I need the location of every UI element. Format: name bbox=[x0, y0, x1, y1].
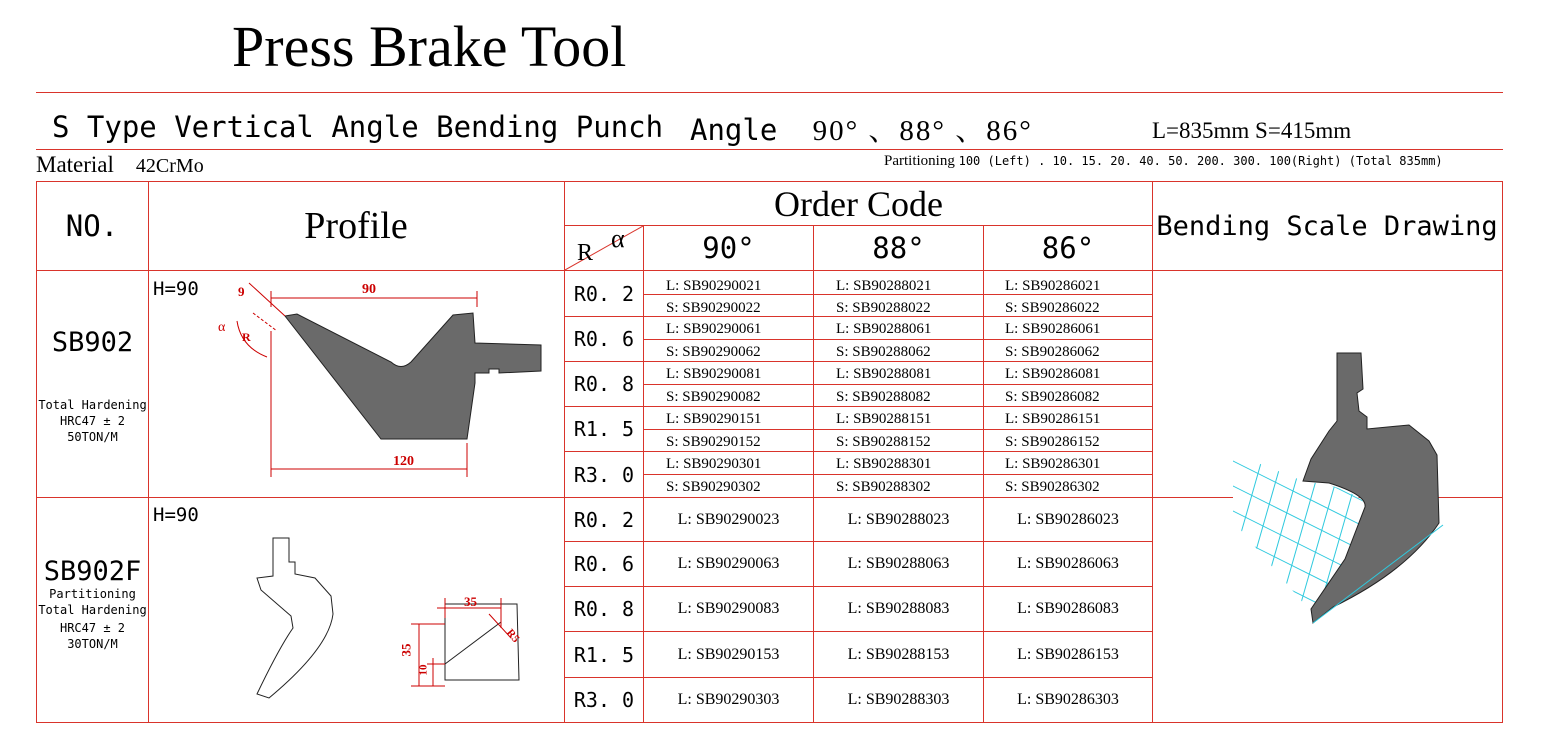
r-value: R0. 6 bbox=[573, 327, 635, 351]
order-code-l: L: SB90290063 bbox=[677, 555, 780, 572]
r-value: R1. 5 bbox=[573, 642, 635, 667]
order-code-l: L: SB90288081 bbox=[836, 366, 932, 382]
page-title: Press Brake Tool bbox=[232, 14, 627, 79]
note-hardening: Total Hardening bbox=[38, 603, 147, 617]
order-code-l: L: SB90290081 bbox=[666, 366, 762, 382]
r-value: R0. 6 bbox=[573, 552, 635, 576]
order-code-l: L: SB90290153 bbox=[677, 645, 780, 663]
order-code-s: S: SB90288082 bbox=[836, 389, 931, 405]
product-no: SB902 bbox=[51, 327, 134, 358]
r-value: R0. 2 bbox=[573, 281, 635, 306]
note-partitioning: Partitioning bbox=[49, 587, 136, 601]
dim-r: R5 bbox=[503, 626, 522, 646]
note-tonnage: 50TON/M bbox=[67, 430, 118, 444]
order-code-l: L: SB90288063 bbox=[847, 555, 950, 572]
order-code-s: S: SB90288062 bbox=[836, 344, 931, 360]
order-code-l: L: SB90288153 bbox=[847, 645, 950, 663]
product-no: SB902F bbox=[43, 556, 142, 587]
partitioning-value: 100 (Left) . 10. 15. 20. 40. 50. 200. 300. 100(Right) (Total 835mm) bbox=[958, 154, 1443, 168]
header-angle-90: 90° bbox=[702, 231, 755, 265]
order-code-s: S: SB90290082 bbox=[666, 389, 761, 405]
order-code-s: S: SB90290062 bbox=[666, 344, 761, 360]
order-code-l: L: SB90290021 bbox=[666, 278, 762, 294]
alpha-label: α bbox=[611, 224, 625, 253]
material-row bbox=[36, 152, 204, 178]
order-code-s: S: SB90286062 bbox=[1005, 344, 1100, 360]
order-code-l: L: SB90290151 bbox=[666, 411, 762, 427]
material-label: Material bbox=[36, 152, 114, 177]
material-value: 42CrMo bbox=[135, 155, 204, 177]
order-code-l: L: SB90286021 bbox=[1005, 278, 1101, 294]
order-code-l: L: SB90288021 bbox=[836, 278, 932, 294]
order-code-s: S: SB90286152 bbox=[1005, 434, 1100, 450]
order-code-l: L: SB90290023 bbox=[677, 510, 780, 528]
order-code-l: L: SB90286023 bbox=[1017, 510, 1119, 528]
profile-drawing-sb902f bbox=[149, 498, 564, 722]
note-hrc: HRC47 ± 2 bbox=[59, 414, 126, 428]
angle-spec bbox=[690, 108, 1033, 149]
header-order-code: Order Code bbox=[774, 184, 943, 224]
dim-side: 9 bbox=[238, 284, 245, 299]
order-code-s: S: SB90286022 bbox=[1005, 300, 1100, 316]
order-code-s: S: SB90290302 bbox=[666, 479, 761, 495]
r-value: R1. 5 bbox=[573, 417, 635, 441]
profile-height-label: H=90 bbox=[153, 504, 199, 526]
header-profile: Profile bbox=[304, 205, 408, 247]
dim-top: 90 bbox=[362, 282, 376, 297]
r-value: R0. 8 bbox=[573, 372, 635, 396]
r-alpha-header bbox=[565, 226, 643, 270]
r-label: R bbox=[577, 240, 594, 266]
order-code-l: L: SB90286081 bbox=[1005, 366, 1101, 382]
order-code-l: L: SB90286301 bbox=[1005, 456, 1101, 472]
profile-height-label: H=90 bbox=[153, 278, 199, 300]
length-spec: L=835mm S=415mm bbox=[1152, 118, 1352, 143]
dim-alpha: α bbox=[218, 320, 226, 335]
r-value: R3. 0 bbox=[573, 688, 635, 712]
product-notes bbox=[37, 586, 148, 652]
dim-small: 10 bbox=[417, 664, 430, 676]
dim-bottom: 120 bbox=[393, 454, 414, 469]
order-code-l: L: SB90290083 bbox=[677, 600, 780, 617]
dim-side: 35 bbox=[398, 643, 414, 657]
note-hrc: HRC47 ± 2 bbox=[59, 621, 126, 635]
order-code-s: S: SB90288152 bbox=[836, 434, 931, 450]
order-code-l: L: SB90286303 bbox=[1017, 691, 1119, 708]
order-code-l: L: SB90290061 bbox=[666, 321, 762, 337]
order-code-l: L: SB90286083 bbox=[1017, 600, 1119, 617]
order-code-l: L: SB90286151 bbox=[1005, 411, 1101, 427]
angle-label: Angle bbox=[690, 113, 778, 147]
bending-scale-drawing bbox=[1153, 271, 1502, 722]
order-code-l: L: SB90288301 bbox=[836, 456, 932, 472]
r-value: R0. 2 bbox=[573, 507, 635, 532]
partitioning-row bbox=[884, 153, 1443, 170]
profile-drawing-sb902 bbox=[149, 271, 564, 497]
order-code-l: L: SB90290303 bbox=[677, 691, 780, 708]
product-notes bbox=[37, 397, 148, 445]
order-code-l: L: SB90288061 bbox=[836, 321, 932, 337]
order-code-l: L: SB90288083 bbox=[847, 600, 950, 617]
order-code-l: L: SB90288303 bbox=[847, 691, 950, 708]
angle-values: 90° 、88° 、86° bbox=[812, 115, 1033, 147]
dim-top: 35 bbox=[464, 594, 477, 609]
note-hardening: Total Hardening bbox=[38, 398, 147, 412]
order-code-l: L: SB90286153 bbox=[1017, 645, 1119, 663]
note-tonnage: 30TON/M bbox=[67, 637, 118, 651]
partitioning-label: Partitioning bbox=[884, 153, 955, 169]
order-code-s: S: SB90290152 bbox=[666, 434, 761, 450]
r-value: R3. 0 bbox=[573, 462, 635, 487]
product-sb902f-no-cell bbox=[37, 498, 148, 722]
order-code-l: L: SB90286063 bbox=[1017, 555, 1119, 572]
product-sb902-no-cell bbox=[37, 271, 148, 497]
order-code-l: L: SB90290301 bbox=[666, 456, 762, 472]
order-code-l: L: SB90288023 bbox=[847, 510, 950, 528]
order-code-s: S: SB90286082 bbox=[1005, 389, 1100, 405]
order-code-s: S: SB90290022 bbox=[666, 300, 761, 316]
header-no: NO. bbox=[65, 209, 119, 243]
r-value: R0. 8 bbox=[573, 597, 635, 621]
order-code-s: S: SB90286302 bbox=[1005, 479, 1100, 495]
header-bending-scale: Bending Scale Drawing bbox=[1156, 210, 1498, 242]
header-angle-88: 88° bbox=[872, 231, 925, 265]
product-subtitle: S Type Vertical Angle Bending Punch bbox=[52, 110, 664, 144]
order-code-l: L: SB90286061 bbox=[1005, 321, 1101, 337]
dim-r: R bbox=[242, 330, 251, 344]
header-angle-86: 86° bbox=[1041, 231, 1095, 265]
order-code-l: L: SB90288151 bbox=[836, 411, 932, 427]
order-code-s: S: SB90288022 bbox=[836, 300, 931, 316]
order-code-s: S: SB90288302 bbox=[836, 479, 931, 495]
